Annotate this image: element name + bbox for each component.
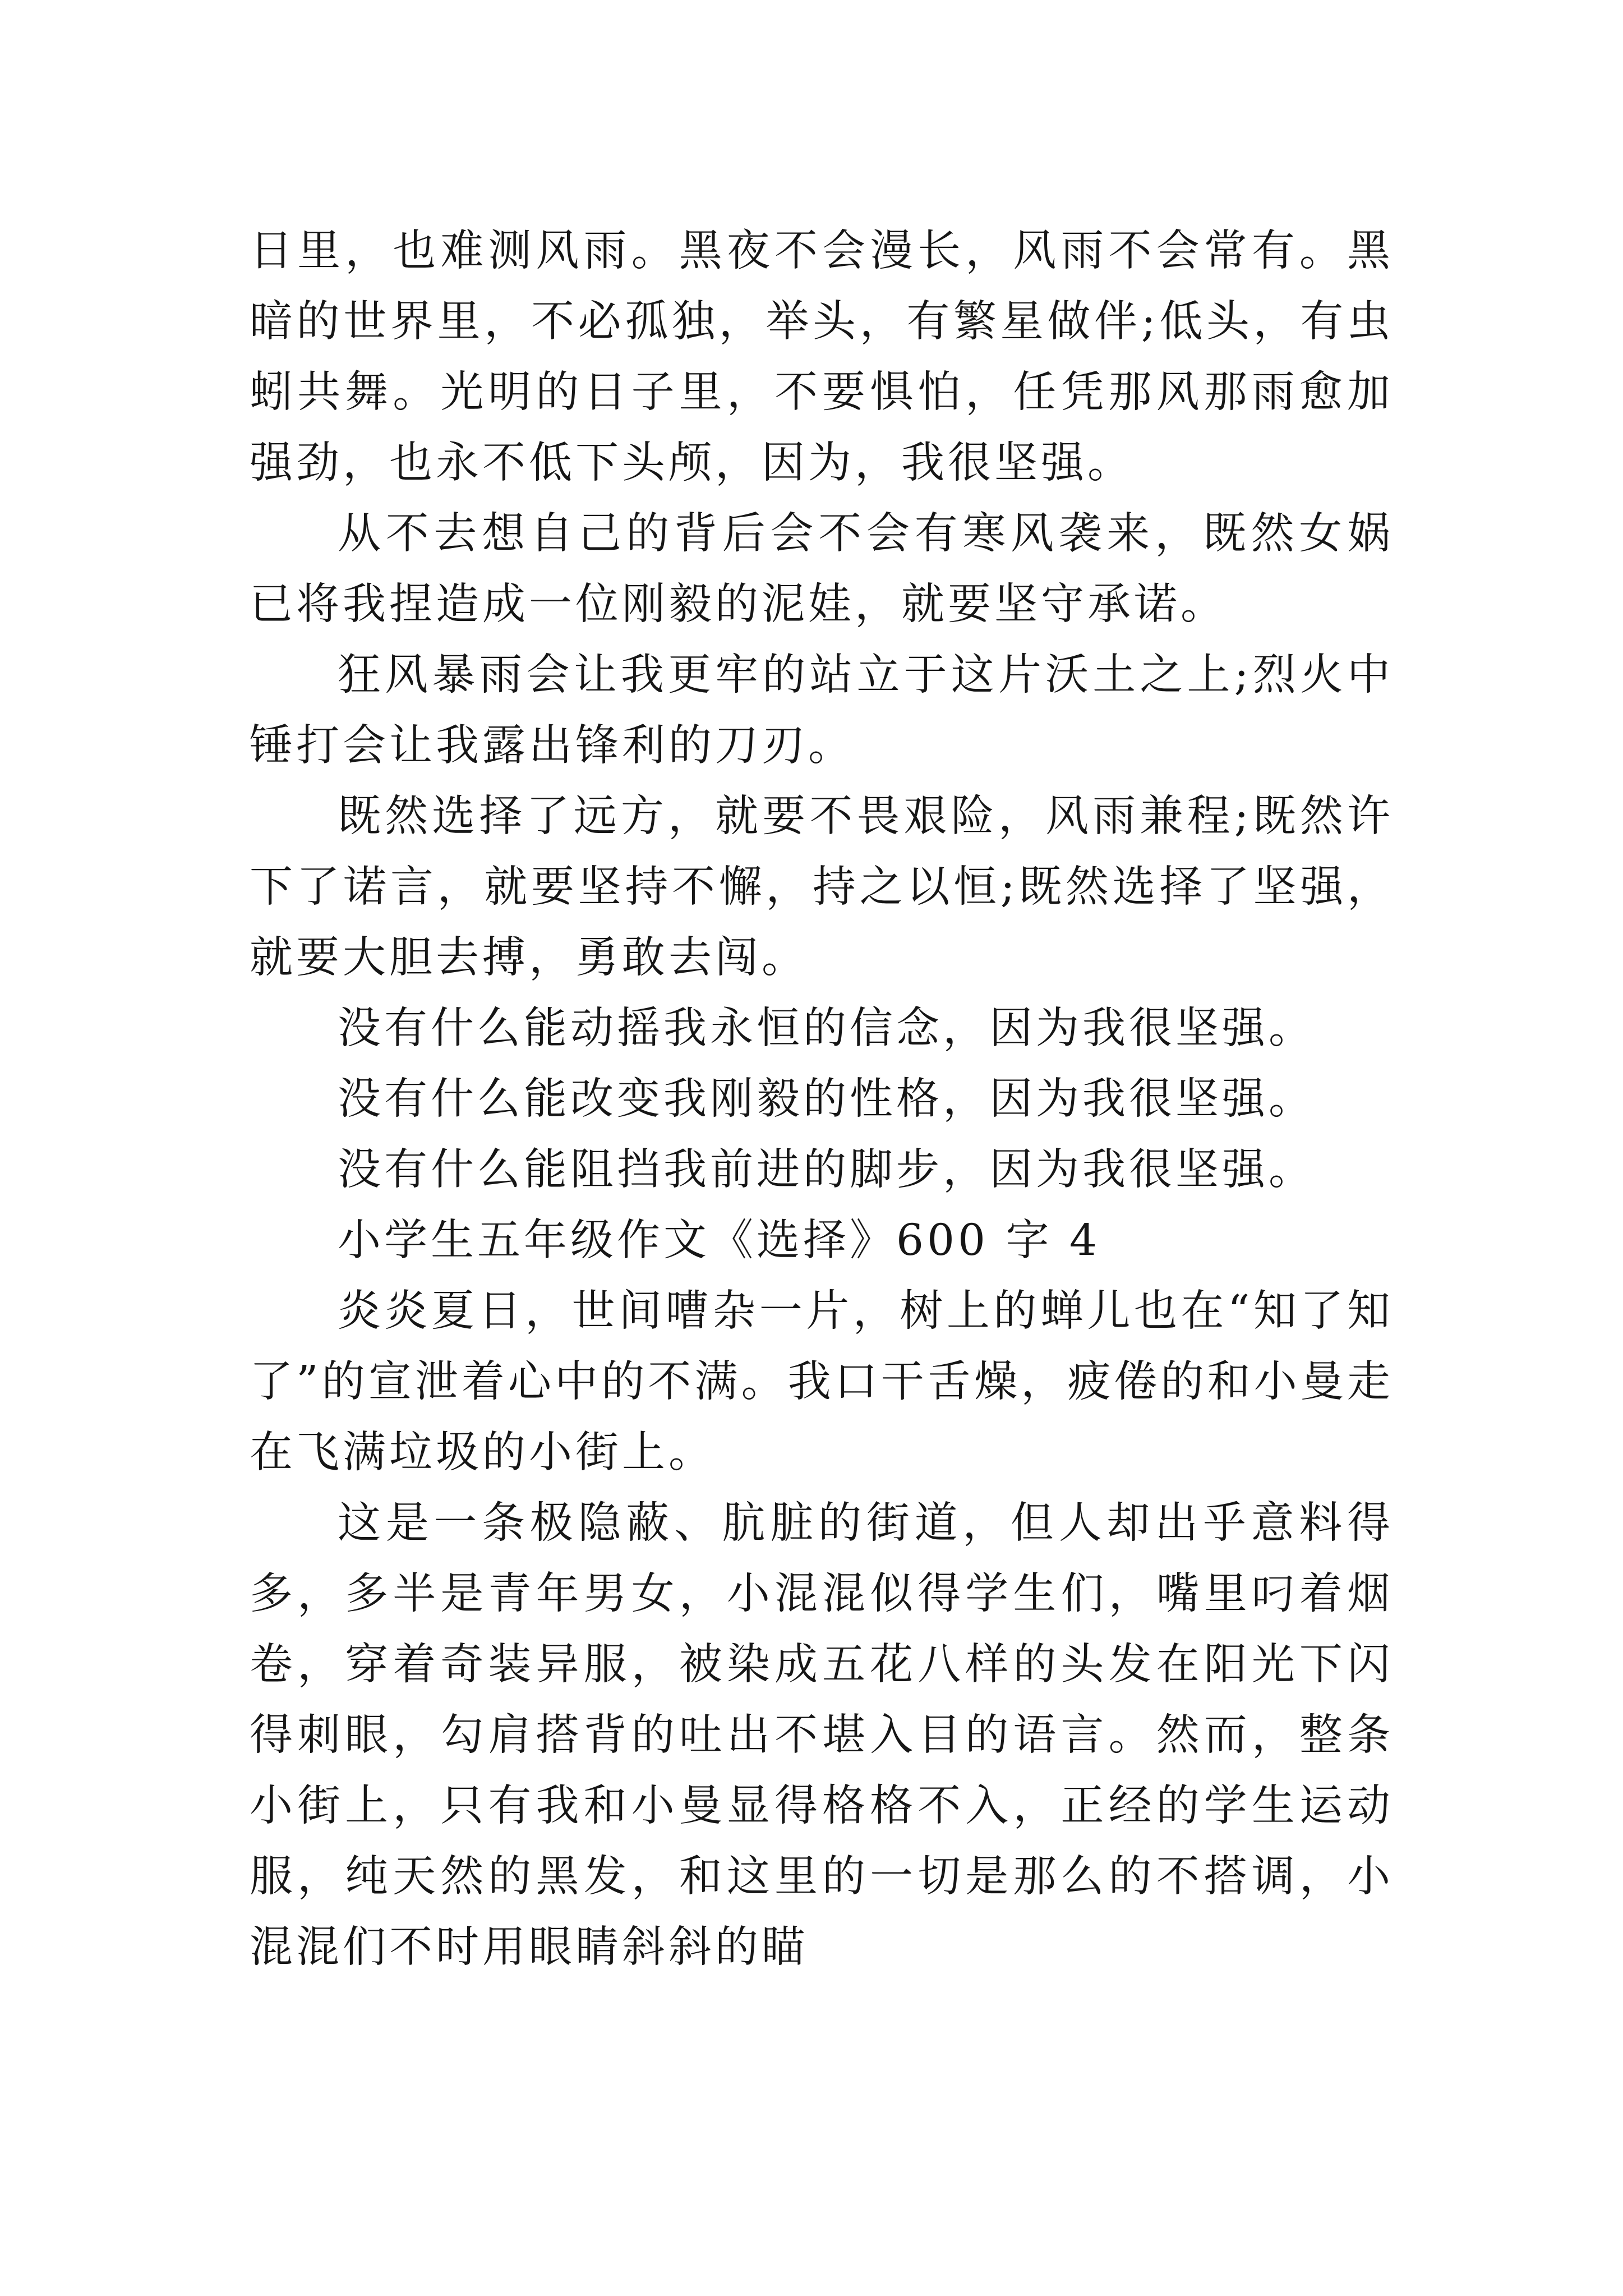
- paragraph: 炎炎夏日，世间嘈杂一片，树上的蝉儿也在“知了知了”的宣泄着心中的不满。我口干舌燥，疲倦的和小曼走在飞满垃圾的小街上。: [250, 1286, 1394, 1478]
- paragraph: 没有什么能阻挡我前进的脚步，因为我很坚强。: [338, 1145, 1315, 1195]
- document-page: [250, 216, 1394, 1983]
- paragraph: 没有什么能改变我刚毅的性格，因为我很坚强。: [338, 1074, 1315, 1124]
- paragraph: 这是一条极隐蔽、肮脏的街道，但人却出乎意料得多，多半是青年男女，小混混似得学生们，嘴里叼着烟卷，穿着奇装异服，被染成五花八样的头发在阳光下闪得刺眼，勾肩搭背的吐出不堪入目的语言。然而，整条小街上，只有我和小曼显得格格不入，正经的学生运动服，纯天然的黑发，和这里的一切是那么的不搭调，小混混们不时用眼睛斜斜的瞄: [250, 1498, 1394, 1972]
- paragraph: 日里，也难测风雨。黑夜不会漫长，风雨不会常有。黑暗的世界里，不必孤独，举头，有繁星做伴;低头，有虫蚓共舞。光明的日子里，不要惧怕，任凭那风那雨愈加强劲，也永不低下头颅，因为，我很坚强。: [250, 226, 1394, 488]
- paragraph: 狂风暴雨会让我更牢的站立于这片沃土之上;烈火中锤打会让我露出锋利的刀刃。: [250, 650, 1394, 771]
- section-title: 小学生五年级作文《选择》600 字 4: [338, 1216, 1100, 1266]
- paragraph: 从不去想自己的背后会不会有寒风袭来，既然女娲已将我捏造成一位刚毅的泥娃，就要坚守承诺。: [250, 509, 1394, 629]
- paragraph: 既然选择了远方，就要不畏艰险，风雨兼程;既然许下了诺言，就要坚持不懈，持之以恒;既然选择了坚强，就要大胆去搏，勇敢去闯。: [250, 792, 1394, 983]
- paragraph: 没有什么能动摇我永恒的信念，因为我很坚强。: [338, 1004, 1315, 1053]
